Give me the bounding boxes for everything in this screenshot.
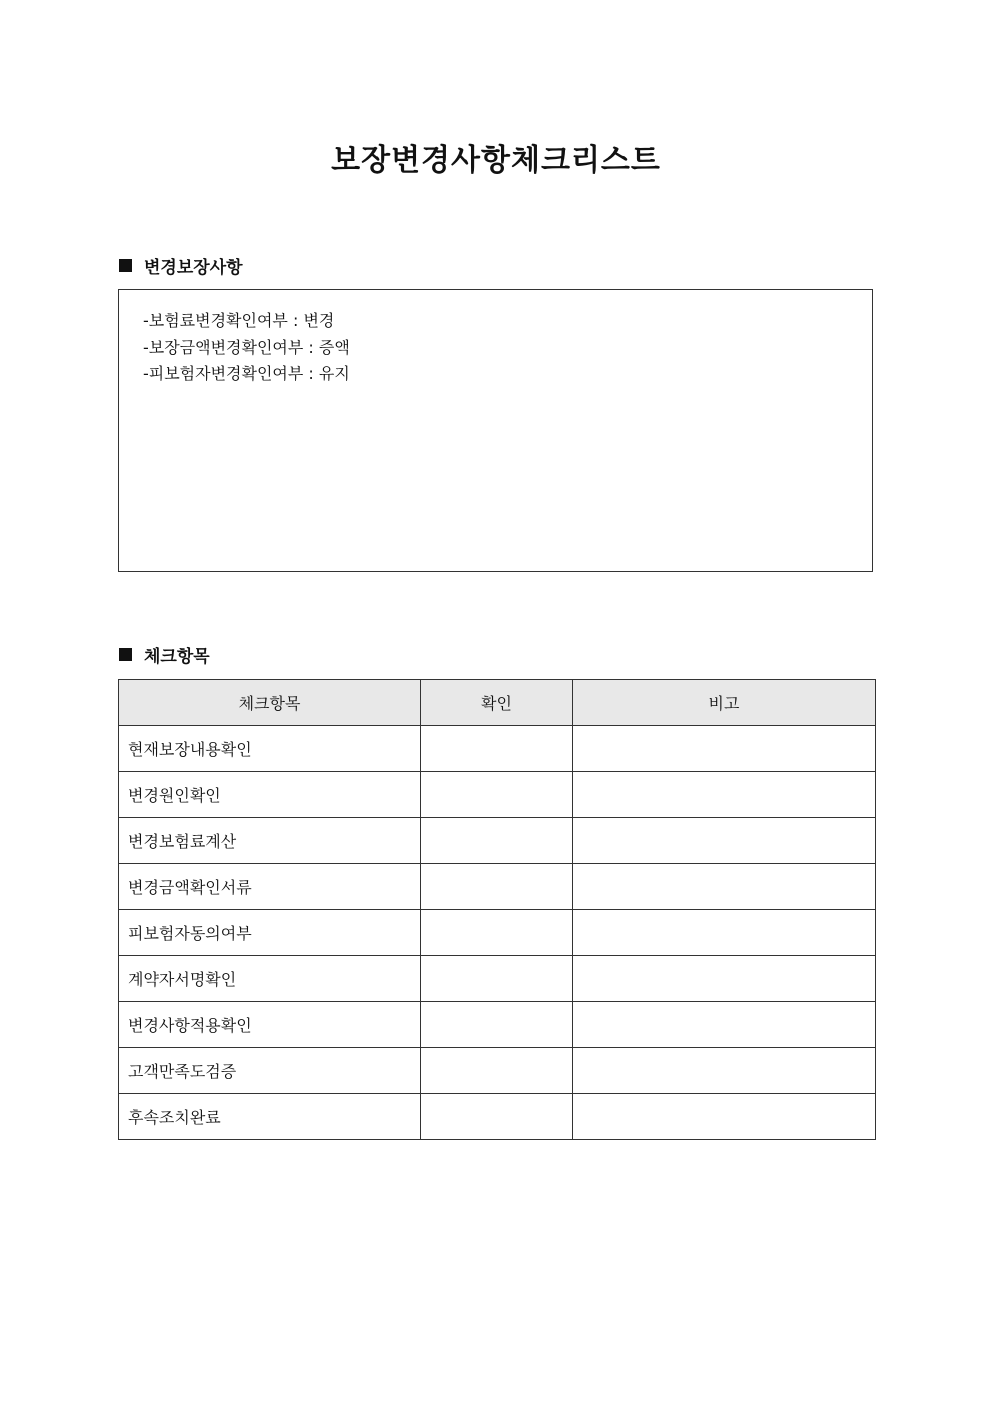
table-row xyxy=(119,1094,876,1140)
item-cell: 변경금액확인서류 xyxy=(119,864,421,910)
section-heading-check xyxy=(119,642,210,667)
note-cell[interactable] xyxy=(573,772,876,818)
table-row xyxy=(119,1002,876,1048)
item-cell: 변경사항적용확인 xyxy=(119,1002,421,1048)
section-heading-label: 체크항목 xyxy=(144,647,210,667)
column-header-confirm: 확인 xyxy=(421,680,573,726)
info-line-insured: -피보험자변경확인여부 : 유지 xyxy=(143,364,350,383)
confirm-cell[interactable] xyxy=(421,864,573,910)
info-line-premium: -보험료변경확인여부 : 변경 xyxy=(143,311,335,330)
confirm-cell[interactable] xyxy=(421,1002,573,1048)
confirm-cell[interactable] xyxy=(421,818,573,864)
note-cell[interactable] xyxy=(573,910,876,956)
table-row xyxy=(119,818,876,864)
item-cell: 변경보험료계산 xyxy=(119,818,421,864)
note-cell[interactable] xyxy=(573,864,876,910)
column-header-note: 비고 xyxy=(573,680,876,726)
confirm-cell[interactable] xyxy=(421,1048,573,1094)
note-cell[interactable] xyxy=(573,1094,876,1140)
confirm-cell[interactable] xyxy=(421,1094,573,1140)
note-cell[interactable] xyxy=(573,1002,876,1048)
table-row xyxy=(119,1048,876,1094)
section-heading-label: 변경보장사항 xyxy=(144,258,243,278)
note-cell[interactable] xyxy=(573,726,876,772)
column-header-item: 체크항목 xyxy=(119,680,421,726)
table-row xyxy=(119,910,876,956)
table-row xyxy=(119,956,876,1002)
table-row xyxy=(119,772,876,818)
note-cell[interactable] xyxy=(573,956,876,1002)
confirm-cell[interactable] xyxy=(421,726,573,772)
section-heading-change xyxy=(119,253,243,278)
confirm-cell[interactable] xyxy=(421,910,573,956)
page-title: 보장변경사항체크리스트 xyxy=(331,143,661,178)
item-cell: 피보험자동의여부 xyxy=(119,910,421,956)
item-cell: 현재보장내용확인 xyxy=(119,726,421,772)
table-row xyxy=(119,726,876,772)
info-line-coverage-amount: -보장금액변경확인여부 : 증액 xyxy=(143,337,350,357)
checklist-table xyxy=(118,679,876,1140)
item-cell: 후속조치완료 xyxy=(119,1094,421,1140)
square-bullet-icon xyxy=(119,259,132,272)
confirm-cell[interactable] xyxy=(421,772,573,818)
item-cell: 고객만족도검증 xyxy=(119,1048,421,1094)
note-cell[interactable] xyxy=(573,818,876,864)
item-cell: 계약자서명확인 xyxy=(119,956,421,1002)
table-header-row xyxy=(119,680,876,726)
note-cell[interactable] xyxy=(573,1048,876,1094)
square-bullet-icon xyxy=(119,648,132,661)
change-info-box xyxy=(118,289,873,572)
item-cell: 변경원인확인 xyxy=(119,772,421,818)
table-row xyxy=(119,864,876,910)
confirm-cell[interactable] xyxy=(421,956,573,1002)
